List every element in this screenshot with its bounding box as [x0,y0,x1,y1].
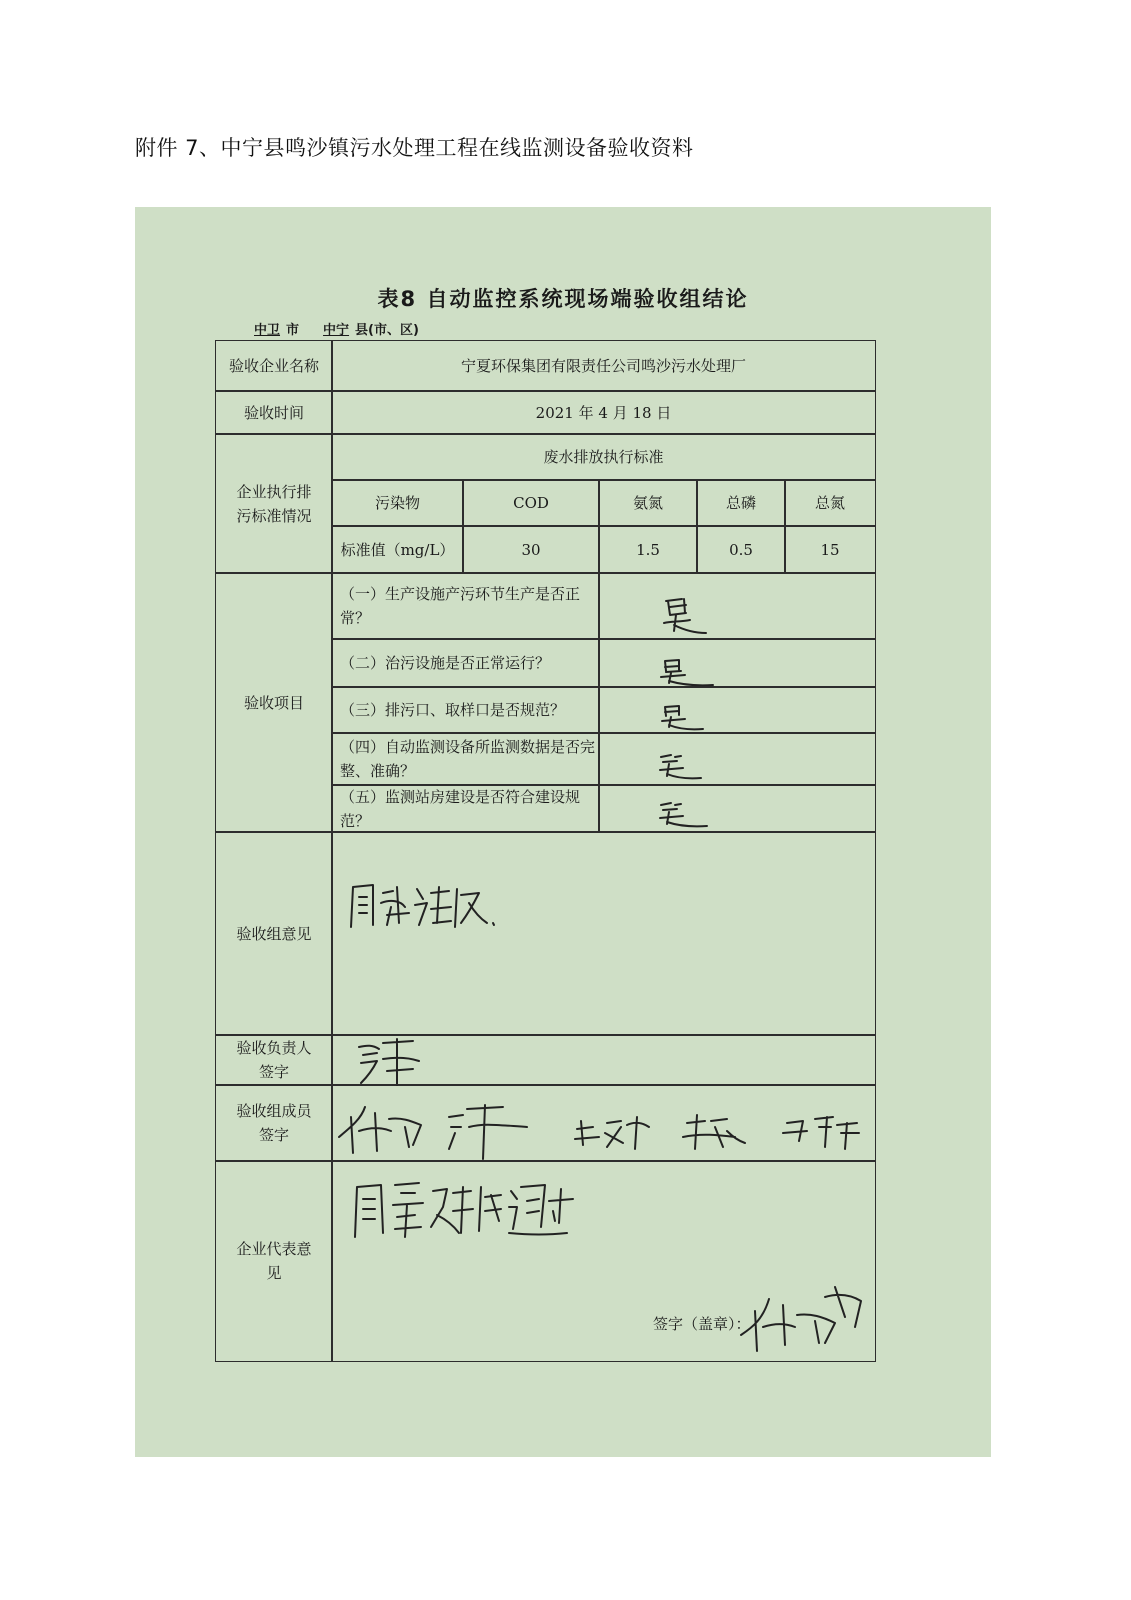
value-cod: 30 [462,525,600,574]
members-signature-cell [331,1084,876,1162]
time-label: 验收时间 [215,390,333,435]
pollutant-nitrogen: 总氮 [784,479,876,527]
items-label: 验收项目 [215,572,333,833]
scanned-form [135,207,991,1457]
value-ammonia: 1.5 [598,525,698,574]
pollutant-phosphorus: 总磷 [696,479,786,527]
seal-label: 签字（盖章）： [653,1315,751,1333]
time-value: 2021 年 4 月 18 日 [331,390,876,435]
opinion-label: 验收组意见 [215,831,333,1036]
page-heading: 附件 7、中宁县鸣沙镇污水处理工程在线监测设备验收资料 [135,136,694,160]
pollutant-cod: COD [462,479,600,527]
standard-value-label: 标准值（mg/L） [331,525,464,574]
region-city: 中卫 [254,323,281,338]
members-label: 验收组成员签字 [215,1084,333,1162]
item-5: （五）监测站房建设是否符合建设规范？ [331,784,600,833]
region-county-suffix: 县(市、区) [355,323,419,338]
leader-label: 验收负责人签字 [215,1034,333,1086]
value-nitrogen: 15 [784,525,876,574]
form-title: 表8 自动监控系统现场端验收组结论 [377,287,749,311]
pollutant-ammonia: 氨氮 [598,479,698,527]
item-4-answer-cell [598,732,876,786]
item-2: （二）治污设施是否正常运行？ [331,638,600,688]
company-label: 验收企业名称 [215,340,333,392]
region-city-suffix: 市 [286,323,300,338]
item-5-answer-cell [598,784,876,833]
item-3-answer-cell [598,686,876,734]
standard-header: 废水排放执行标准 [331,433,876,481]
value-phosphorus: 0.5 [696,525,786,574]
pollutant-label: 污染物 [331,479,464,527]
region-county: 中宁 [323,323,350,338]
item-1-answer-cell [598,572,876,640]
enterprise-label: 企业代表意见 [215,1160,333,1362]
opinion-cell [331,831,876,1036]
leader-signature-cell [331,1034,876,1086]
company-value: 宁夏环保集团有限责任公司鸣沙污水处理厂 [331,340,876,392]
item-2-answer-cell [598,638,876,688]
item-1: （一）生产设施产污环节生产是否正常？ [331,572,600,640]
standard-label: 企业执行排污标准情况 [215,433,333,574]
enterprise-cell [331,1160,876,1362]
item-3: （三）排污口、取样口是否规范？ [331,686,600,734]
item-4: （四）自动监测设备所监测数据是否完整、准确？ [331,732,600,786]
region-line [248,319,419,338]
